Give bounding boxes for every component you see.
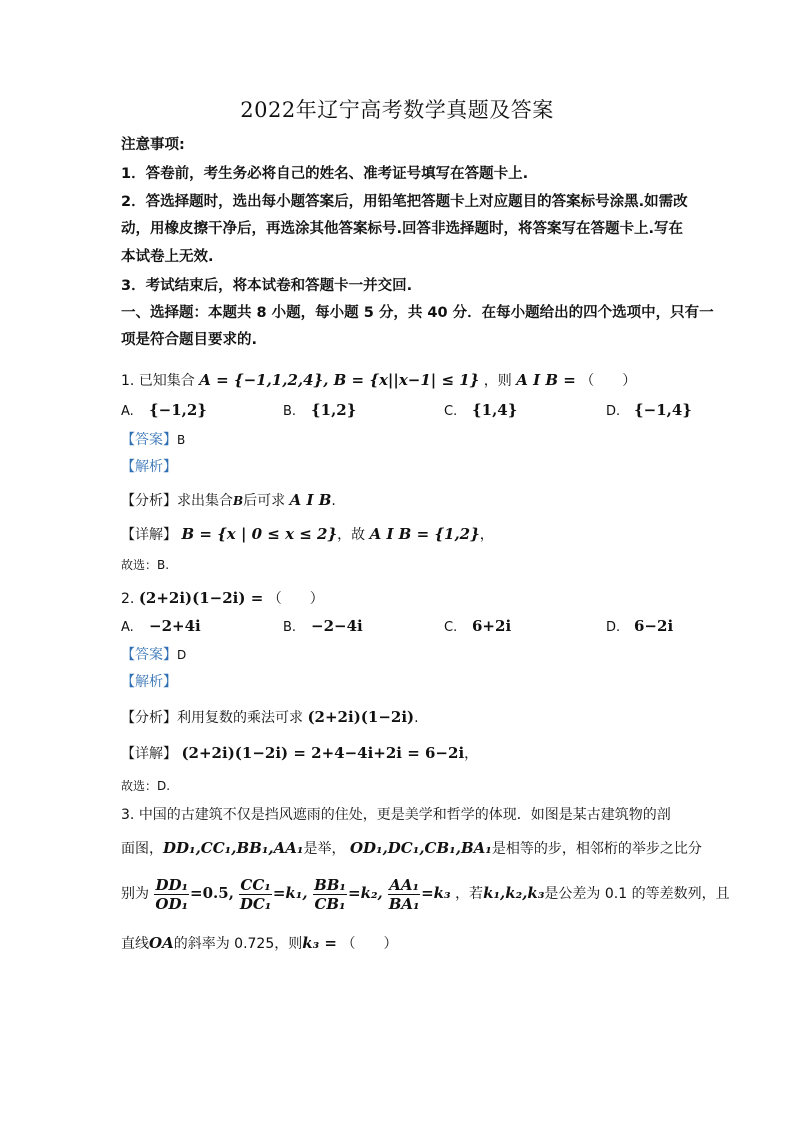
math-expression: (2+2i)(1−2i) = (138, 589, 264, 607)
question-number: 3. (121, 807, 135, 823)
note-2-line-2: 动，用橡皮擦干净后，再选涂其他答案标号.回答非选择题时，将答案写在答题卡上.写在 (121, 221, 684, 237)
math-expression: A I B (289, 491, 332, 509)
answer-line (121, 645, 186, 665)
analysis-line: 【分析】利用复数的乘法可求 (2+2i)(1−2i). (121, 708, 419, 726)
note-3: 3．考试结束后，将本试卷和答题卡一并交回. (121, 278, 413, 294)
math-expression: B = {x | 0 ≤ x ≤ 2} (181, 525, 338, 543)
answer-line (121, 430, 185, 450)
analysis-line: 【分析】求出集合B后可求 A I B. (121, 491, 336, 509)
option-b[interactable]: B. −2−4i (283, 617, 363, 635)
conclusion-line: 故选：B. (121, 558, 170, 572)
detail-line: 【详解】 B = {x | 0 ≤ x ≤ 2}，故 A I B = {1,2}， (121, 525, 494, 543)
math-expression: OA (149, 934, 174, 952)
math-expression: (2+2i)(1−2i) (307, 708, 415, 726)
math-expression: A I B = (516, 371, 576, 389)
note-2-line-3: 本试卷上无效. (121, 249, 214, 265)
page-title: 2022年辽宁高考数学真题及答案 (240, 98, 554, 122)
answer-tag: 【答案】 (121, 647, 177, 663)
question-2-stem: 2. (2+2i)(1−2i) = （ ） (121, 589, 324, 607)
option-d[interactable]: D. 6−2i (606, 617, 674, 635)
note-2-line-1: 2．答选择题时，选出每小题答案后，用铅笔把答题卡上对应题目的答案标号涂黑.如需改 (121, 194, 688, 210)
question-number: 1. (121, 373, 135, 389)
analysis-tag: 【解析】 (121, 674, 177, 690)
analysis-tag: 【解析】 (121, 459, 177, 475)
math-expression: (2+2i)(1−2i) = 2+4−4i+2i = 6−2i (181, 744, 465, 762)
option-a[interactable]: A. {−1,2} (121, 401, 207, 419)
option-a[interactable]: A. −2+4i (121, 617, 201, 635)
math-expression: A = {−1,1,2,4}, B = {x||x−1| ≤ 1} (199, 371, 480, 389)
option-c[interactable]: C. {1,4} (444, 401, 518, 419)
question-3-line-2: 面图，DD₁,CC₁,BB₁,AA₁是举， OD₁,DC₁,CB₁,BA₁是相等的步，相邻桁的举步之比分 (121, 839, 702, 857)
note-1: 1．答卷前，考生务必将自己的姓名、准考证号填写在答题卡上. (121, 166, 529, 182)
question-3-line-1: 3. 中国的古建筑不仅是挡风遮雨的住处，更是美学和哲学的体现．如图是某古建筑物的剖 (121, 807, 671, 823)
answer-tag: 【答案】 (121, 432, 177, 448)
option-d[interactable]: D. {−1,4} (606, 401, 692, 419)
math-expression: k₃ = (302, 934, 338, 952)
fraction: $\frac{\text{BB₁}}{\text{CB₁}}$ (314, 875, 346, 913)
question-number: 2. (121, 591, 135, 607)
fraction: $\frac{\text{DD₁}}{\text{OD₁}}$ (155, 875, 189, 913)
detail-line: 【详解】 (2+2i)(1−2i) = 2+4−4i+2i = 6−2i， (121, 744, 479, 762)
math-expression: DD₁,CC₁,BB₁,AA₁ (163, 839, 304, 857)
math-expression: A I B = {1,2} (369, 525, 480, 543)
answer-value: D (177, 648, 187, 662)
option-c[interactable]: C. 6+2i (444, 617, 512, 635)
notes-heading: 注意事项: (121, 137, 185, 153)
option-b[interactable]: B. {1,2} (283, 401, 357, 419)
conclusion-line: 故选：D. (121, 779, 171, 793)
question-3-line-4: 直线OA的斜率为 0.725，则k₃ = （ ） (121, 934, 398, 952)
section-heading-line-1: 一、选择题：本题共 8 小题，每小题 5 分，共 40 分．在每小题给出的四个选项中，只有一 (121, 305, 714, 321)
math-expression: k₁,k₂,k₃ (483, 884, 545, 902)
question-3-line-3: 别为 $\frac{\text{DD₁}}{\text{OD₁}}$ =0.5, $\frac{\text{CC₁}}{\text{DC₁}}$ =k₁, $\frac{\text{BB₁}}{\text{CB₁}}$ =k₂, $\frac{\text{AA₁}}{\text{BA₁}}$ =k₃ ，若k₁,k₂,k₃是公差为 0.1 的等差数列，且 (121, 875, 730, 913)
answer-value: B (177, 433, 186, 447)
question-1-stem: 1. 已知集合 A = {−1,1,2,4}, B = {x||x−1| ≤ 1} ，则 A I B = （ ） (121, 371, 637, 389)
math-expression: OD₁,DC₁,CB₁,BA₁ (349, 839, 492, 857)
fraction: $\frac{\text{AA₁}}{\text{BA₁}}$ (388, 875, 420, 913)
section-heading-line-2: 项是符合题目要求的. (121, 332, 258, 348)
fraction: $\frac{\text{CC₁}}{\text{DC₁}}$ (239, 875, 272, 913)
